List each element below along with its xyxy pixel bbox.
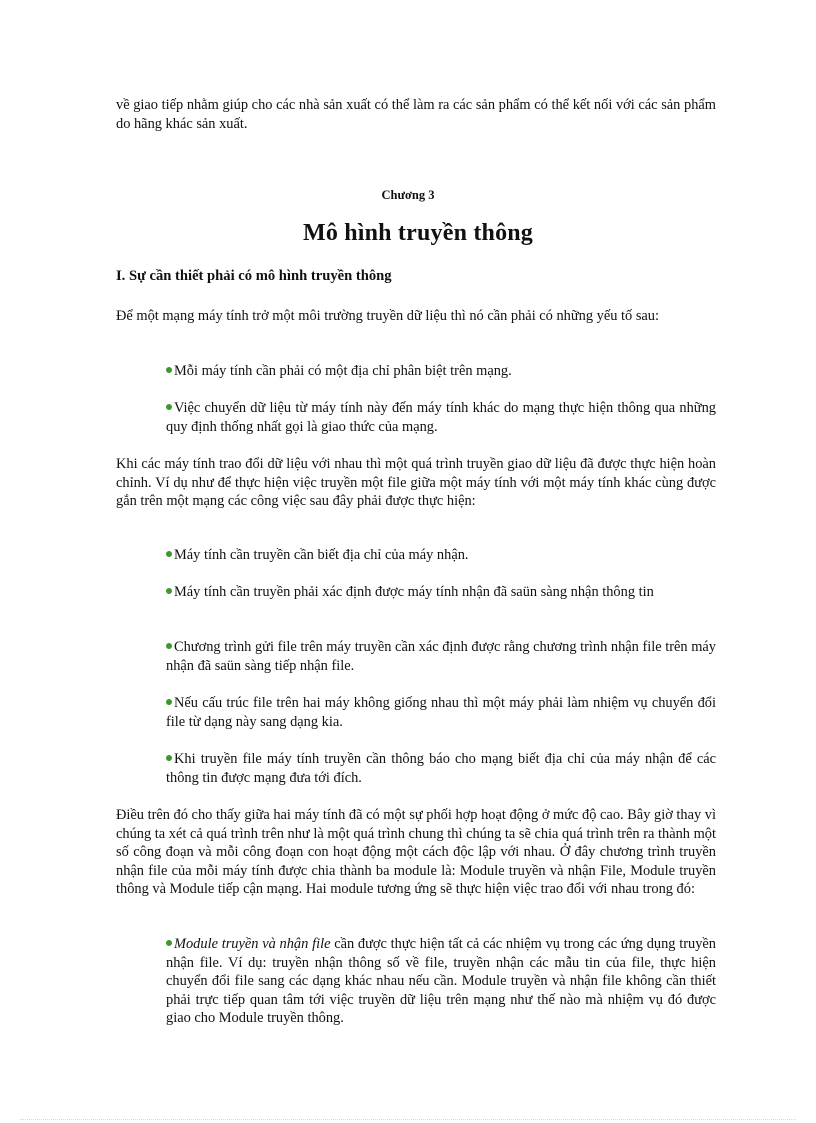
paragraph-3: Điều trên đó cho thấy giữa hai máy tính đã có một sự phối hợp hoạt động ở mức độ cao. Bây giờ thay vì chúng ta xét cả quá trình trên như là một quá trình chung thì chúng ta sẽ chia quá trình trên ra thành một số công đoạn và mỗi công đoạn con hoạt động một cách độc lập với nhau. Ở đây chương trình truyền nhận file của mỗi máy tính được chia thành ba module là: Module truyền và nhận File, Module truyền thông và Module tiếp cận mạng. Hai module tương ứng sẽ thực hiện việc trao đổi với nhau trong đó:	[116, 807, 716, 897]
list-item-text: cần được thực hiện tất cả các nhiệm vụ trong các ứng dụng truyền nhận file. Ví dụ: truyền nhận thông số về file, truyền nhận các mẫu tin của file, thực hiện chuyển đổi file sang các dạng khác nhau nếu cần. Module truyền và nhận file không cần thiết phải trực tiếp quan tâm tới việc truyền dữ liệu trên mạng như thế nào mà nhiệm vụ đó được giao cho Module truyền thông.	[166, 936, 716, 1026]
chapter-title: Mô hình truyền thông	[302, 220, 534, 246]
list-item	[166, 638, 716, 675]
list-item-text: Khi truyền file máy tính truyền cần thông báo cho mạng biết địa chỉ của máy nhận để các thông tin được mạng đưa tới đích.	[166, 751, 716, 786]
list-item	[166, 694, 716, 731]
paragraph-1: Để một mạng máy tính trở một môi trường truyền dữ liệu thì nó cần phải có những yếu tố sau:	[116, 308, 660, 324]
bullet-dot-icon	[166, 643, 172, 649]
list-item-text: Máy tính cần truyền cần biết địa chỉ của máy nhận.	[174, 547, 469, 563]
list-item	[166, 362, 716, 381]
list-item	[166, 546, 716, 565]
bullet-dot-icon	[166, 367, 172, 373]
list-item	[166, 935, 716, 1028]
section-heading: I. Sự cần thiết phải có mô hình truyền thông	[116, 268, 392, 284]
list-item	[166, 399, 716, 436]
list-item	[166, 583, 716, 602]
module-term: Module truyền và nhận file	[174, 936, 331, 952]
intro-paragraph: về giao tiếp nhằm giúp cho các nhà sản xuất có thể làm ra các sản phẩm có thể kết nối với các sản phẩm do hãng khác sản xuất.	[116, 97, 716, 132]
list-item-text: Chương trình gửi file trên máy truyền cần xác định được rằng chương trình nhận file trên máy nhận đã saün sàng tiếp nhận file.	[166, 639, 716, 674]
list-item-text: Việc chuyển dữ liệu từ máy tính này đến máy tính khác do mạng thực hiện thông qua những quy định thống nhất gọi là giao thức của mạng.	[166, 400, 716, 435]
bullet-dot-icon	[166, 755, 172, 761]
list-item-text: Máy tính cần truyền phải xác định được máy tính nhận đã saün sàng nhận thông tin	[174, 584, 654, 600]
chapter-label: Chương 3	[381, 188, 435, 202]
paragraph-2: Khi các máy tính trao đổi dữ liệu với nhau thì một quá trình truyền giao dữ liệu đã được thực hiện hoàn chỉnh. Ví dụ như để thực hiện việc truyền một file giữa một máy tính với một máy tính khác cùng được gắn trên một mạng các công việc sau đây phải được thực hiện:	[116, 456, 716, 509]
list-item	[166, 750, 716, 787]
page-bottom-rule	[20, 1119, 796, 1120]
list-item-text: Mỗi máy tính cần phải có một địa chỉ phân biệt trên mạng.	[174, 363, 512, 379]
bullet-dot-icon	[166, 699, 172, 705]
list-item-text: Nếu cấu trúc file trên hai máy không giống nhau thì một máy phải làm nhiệm vụ chuyển đổi file từ dạng này sang dạng kia.	[166, 695, 716, 730]
bullet-dot-icon	[166, 940, 172, 946]
bullet-dot-icon	[166, 588, 172, 594]
bullet-dot-icon	[166, 404, 172, 410]
bullet-dot-icon	[166, 551, 172, 557]
